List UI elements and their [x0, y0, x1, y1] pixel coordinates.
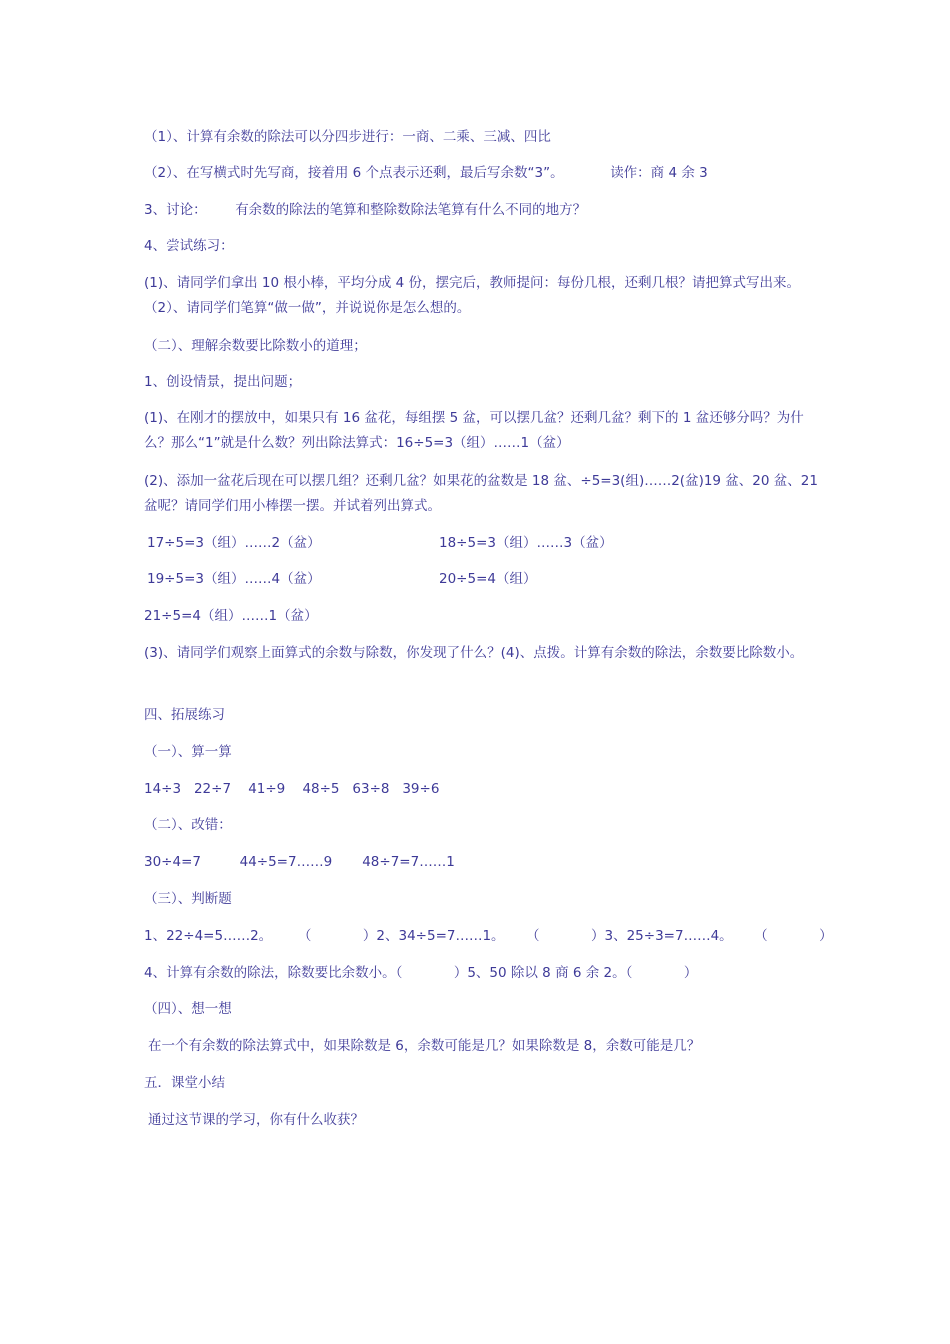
judgment-items-1-3: 1、22÷4=5……2。 （ ）2、34÷5=7……1。 （ ）3、25÷3=7……4。 （ ）	[144, 928, 833, 944]
practice-item-1: (1)、请同学们拿出 10 根小棒，平均分成 4 份，摆完后，教师提问：每份几根，还剩几根？请把算式写出来。	[144, 275, 801, 291]
equation-18: 18÷5=3（组）……3（盆）	[439, 535, 613, 551]
read-as-text: 读作：商 4 余 3	[610, 165, 708, 181]
section-four-heading: 四、拓展练习	[144, 707, 225, 723]
step-list-line: （1）、计算有余数的除法可以分四步进行：一商、二乘、三减、四比	[144, 129, 551, 145]
calc-exercises: 14÷3 22÷7 41÷9 48÷5 63÷8 39÷6	[144, 781, 440, 797]
summary-heading: 五．课堂小结	[144, 1075, 225, 1091]
practice-item-2: （2）、请同学们笔算“做一做”，并说说你是怎么想的。	[144, 300, 471, 316]
judgment-heading: （三）、判断题	[144, 891, 232, 907]
observation-line: (3)、请同学们观察上面算式的余数与除数，你发现了什么？(4)、点拨。计算有余数的除法，余数要比除数小。	[144, 645, 804, 661]
equation-row-1	[147, 532, 827, 554]
correction-exercises: 30÷4=7 44÷5=7……9 48÷7=7……1	[144, 854, 455, 870]
equation-19: 19÷5=3（组）……4（盆）	[147, 571, 321, 587]
trial-practice-heading: 4、尝试练习：	[144, 238, 234, 254]
summary-question: 通过这节课的学习，你有什么收获？	[148, 1112, 364, 1128]
equation-20: 20÷5=4（组）	[439, 571, 537, 587]
scenario-question-1: (1)、在刚才的摆放中，如果只有 16 盆花，每组摆 5 盆，可以摆几盆？还剩几盆？剩下的 1 盆还够分吗？为什么？那么“1”就是什么数？列出除法算式：16÷5=3（组）……1（盆）	[144, 410, 804, 451]
scenario-question-2: (2)、添加一盆花后现在可以摆几组？还剩几盆？如果花的盆数是 18 盆、÷5=3(组)……2(盆)19 盆、20 盆、21 盆呢？请同学们用小棒摆一摆。并试着列出算式。	[144, 473, 818, 514]
judgment-items-4-5: 4、计算有余数的除法，除数要比余数小。（ ）5、50 除以 8 商 6 余 2。（ ）	[144, 965, 698, 981]
equation-row-2	[147, 568, 827, 590]
discussion-question: 有余数的除法的笔算和整除数除法笔算有什么不同的地方？	[235, 202, 587, 218]
discussion-line	[144, 199, 824, 221]
equation-21: 21÷5=4（组）……1（盆）	[144, 608, 318, 624]
scenario-heading: 1、创设情景，提出问题；	[144, 374, 302, 390]
think-heading: （四）、想一想	[144, 1001, 232, 1017]
think-question: 在一个有余数的除法算式中，如果除数是 6，余数可能是几？如果除数是 8，余数可能是几？	[148, 1038, 701, 1054]
writing-method-line	[144, 162, 824, 184]
calc-heading: （一）、算一算	[144, 744, 232, 760]
writing-method-text: （2）、在写横式时先写商，接着用 6 个点表示还剩，最后写余数“3”。	[144, 165, 564, 181]
discussion-label: 3、讨论：	[144, 202, 207, 218]
correction-heading: （二）、改错：	[144, 817, 232, 833]
equation-17: 17÷5=3（组）……2（盆）	[147, 535, 321, 551]
section-two-heading: （二）、理解余数要比除数小的道理；	[144, 338, 367, 354]
